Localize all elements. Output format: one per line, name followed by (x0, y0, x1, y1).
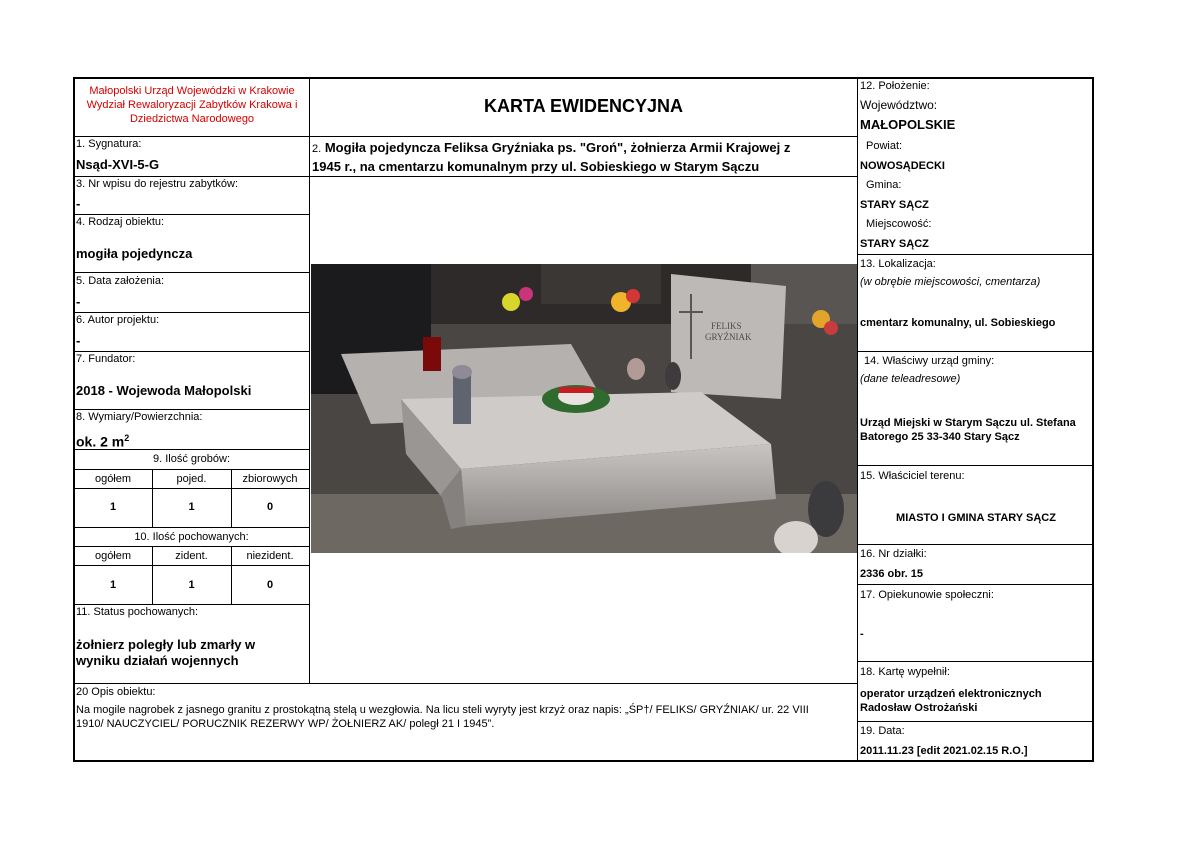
divider (74, 214, 309, 215)
divider (74, 176, 309, 177)
divider (309, 176, 857, 177)
data-zalozenia-value: - (76, 294, 81, 309)
object-name-number: 2. (312, 143, 322, 155)
powiat-label: Powiat: (866, 140, 903, 152)
urzad-value (860, 416, 1092, 444)
grobow-value-ogolem: 1 (109, 501, 117, 513)
status-line: żołnierz poległy lub zmarły w (76, 637, 256, 652)
gmina-label: Gmina: (866, 179, 902, 191)
divider-left-col (309, 78, 310, 683)
grave-photo (311, 264, 857, 553)
page-title: KARTA EWIDENCYJNA (483, 96, 683, 116)
pochowanych-label: 10. Ilość pochowanych: (134, 531, 249, 543)
divider (857, 254, 1093, 255)
urzad-hint: (dane teleadresowe) (860, 373, 961, 385)
wymiary-label: 8. Wymiary/Powierzchnia: (76, 411, 203, 423)
data-label: 19. Data: (860, 725, 905, 737)
grave-photo-image (311, 264, 857, 553)
divider (857, 721, 1093, 722)
fundator-value: 2018 - Wojewoda Małopolski (76, 383, 252, 398)
nr-wpisu-value: - (76, 196, 81, 211)
powiat-value: NOWOSĄDECKI (860, 160, 945, 172)
divider (74, 351, 309, 352)
status-line: wyniku działań wojennych (76, 653, 239, 668)
opiekunowie-value: - (860, 628, 864, 640)
office-name: Małopolski Urząd Wojewódzki w Krakowie Wydział Rewaloryzacji Zabytków Krakowa i Dziedzictwa Narodowego (86, 85, 298, 125)
status-value (76, 637, 255, 669)
divider (74, 565, 309, 566)
divider (857, 584, 1093, 585)
wojewodztwo-value: MAŁOPOLSKIE (860, 117, 956, 132)
wymiary-sup: 2 (124, 433, 130, 443)
divider (857, 661, 1093, 662)
divider (74, 683, 857, 684)
urzad-line: Batorego 25 33-340 Stary Sącz (860, 431, 1020, 443)
grobow-value-pojed: 1 (188, 501, 195, 513)
opiekunowie-label: 17. Opiekunowie społeczni: (860, 589, 994, 601)
divider (74, 312, 309, 313)
wymiary-value (76, 430, 129, 450)
sygnatura-value: Nsąd-XVI-5-G (76, 157, 160, 172)
status-label: 11. Status pochowanych: (76, 606, 199, 618)
lokalizacja-hint: (w obrębie miejscowości, cmentarza) (860, 276, 1041, 288)
divider (857, 544, 1093, 545)
pochowanych-header-zident: zident. (175, 550, 208, 562)
grobow-header-zbiorowych: zbiorowych (242, 473, 298, 485)
miejscowosc-label: Miejscowość: (866, 218, 932, 230)
divider (74, 409, 309, 410)
opis-label: 20 Opis obiektu: (76, 686, 156, 698)
grobow-label: 9. Ilość grobów: (152, 453, 231, 465)
pochowanych-header-niezident: niezident. (246, 550, 294, 562)
miejscowosc-value: STARY SĄCZ (860, 238, 929, 250)
object-name-line: 1945 r., na cmentarzu komunalnym przy ul. Sobieskiego w Starym Sączu (312, 159, 760, 174)
wypelnil-value (860, 687, 1092, 715)
rodzaj-label: 4. Rodzaj obiektu: (76, 216, 165, 228)
nr-wpisu-label: 3. Nr wpisu do rejestru zabytków: (76, 178, 239, 190)
grobow-header-pojed: pojed. (176, 473, 207, 485)
object-name-line: Mogiła pojedyncza Feliksa Gryźniaka ps. "Groń", żołnierza Armii Krajowej z (324, 140, 791, 155)
urzad-line: Urząd Miejski w Starym Sączu ul. Stefana (860, 417, 1076, 429)
data-value: 2011.11.23 [edit 2021.02.15 R.O.] (860, 745, 1028, 757)
divider (74, 488, 309, 489)
opis-line: Na mogile nagrobek z jasnego granitu z prostokątną stelą u wezgłowia. Na licu steli wyryty jest krzyż oraz napis: „ŚP†/ FELIKS/ GRYŹNIAK/ ur. 22 VIII (76, 704, 809, 716)
wlasciciel-label: 15. Właściciel terenu: (860, 470, 965, 482)
opis-text (76, 703, 854, 731)
divider-right-col (857, 78, 858, 761)
grobow-value-zbiorowych: 0 (266, 501, 274, 513)
gmina-value: STARY SĄCZ (860, 199, 929, 211)
polozenie-label: 12. Położenie: (860, 80, 930, 92)
divider (74, 527, 309, 528)
wlasciciel-value: MIASTO I GMINA STARY SĄCZ (896, 512, 1056, 524)
dzialka-label: 16. Nr działki: (860, 548, 927, 560)
divider (74, 604, 309, 605)
wypelnil-label: 18. Kartę wypełnił: (860, 666, 950, 678)
pochowanych-header-ogolem: ogółem (94, 550, 132, 562)
pochowanych-value-niezident: 0 (266, 579, 274, 591)
data-zalozenia-label: 5. Data założenia: (76, 275, 165, 287)
rodzaj-value: mogiła pojedyncza (76, 246, 193, 261)
autor-value: - (76, 333, 81, 348)
dzialka-value: 2336 obr. 15 (860, 568, 923, 580)
wymiary-text: ok. 2 m (76, 433, 125, 450)
grobow-header-ogolem: ogółem (94, 473, 132, 485)
fundator-label: 7. Fundator: (76, 353, 136, 365)
divider (74, 272, 309, 273)
wojewodztwo-label: Województwo: (860, 98, 938, 112)
wypelnil-line: operator urządzeń elektronicznych (860, 688, 1042, 700)
stone-inscription: FELIKS (711, 321, 742, 331)
divider (857, 465, 1093, 466)
divider (74, 469, 309, 470)
stone-inscription: GRYŹNIAK (705, 332, 752, 342)
autor-label: 6. Autor projektu: (76, 314, 160, 326)
urzad-label: 14. Właściwy urząd gminy: (864, 355, 995, 367)
wypelnil-line: Radosław Ostrożański (860, 702, 978, 714)
divider (857, 351, 1093, 352)
divider (74, 136, 857, 137)
lokalizacja-value: cmentarz komunalny, ul. Sobieskiego (860, 317, 1056, 329)
sygnatura-label: 1. Sygnatura: (76, 138, 142, 150)
pochowanych-value-zident: 1 (188, 579, 195, 591)
pochowanych-value-ogolem: 1 (109, 579, 117, 591)
opis-line: 1910/ NAUCZYCIEL/ PORUCZNIK REZERWY WP/ ŻOŁNIERZ AK/ poległ 21 I 1945”. (76, 718, 495, 730)
divider (74, 546, 309, 547)
lokalizacja-label: 13. Lokalizacja: (860, 258, 936, 270)
object-name (312, 139, 855, 176)
